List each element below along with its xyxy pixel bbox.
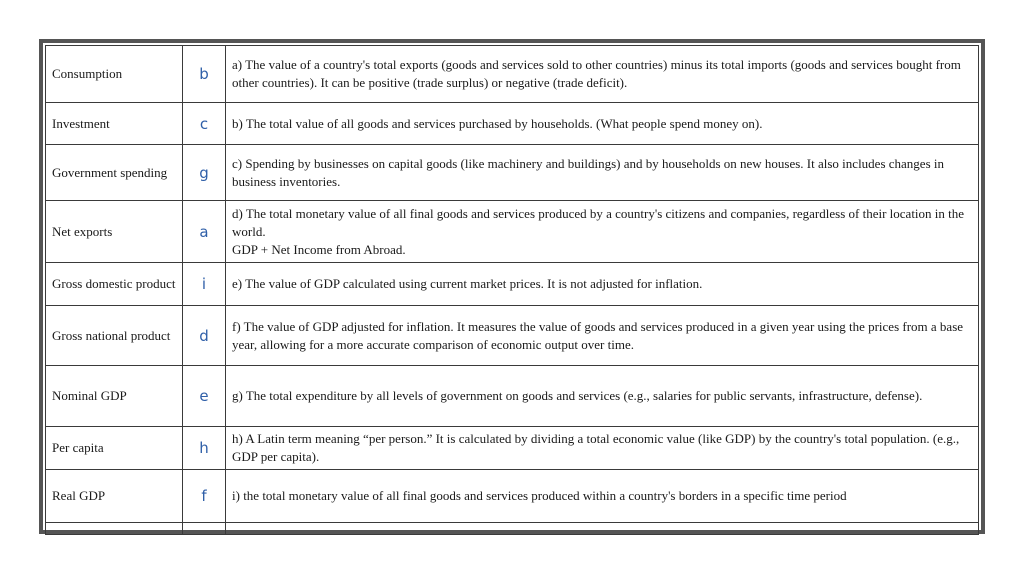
answer-letter: b: [183, 46, 226, 103]
table-row: [46, 103, 979, 145]
table-row: [46, 145, 979, 201]
answer-letter: d: [183, 306, 226, 366]
table-row: [46, 470, 979, 523]
table-row: [46, 366, 979, 427]
definition-cell: c) Spending by businesses on capital goods (like machinery and buildings) and by households on new houses. It also includes changes in business inventories.: [226, 145, 979, 201]
table-row: [46, 201, 979, 263]
answer-letter: f: [183, 470, 226, 523]
empty-cell: [46, 523, 183, 535]
term-cell: Investment: [46, 103, 183, 145]
definition-cell: f) The value of GDP adjusted for inflation. It measures the value of goods and services produced in a given year using the prices from a base year, allowing for a more accurate comparison of economic output over time.: [226, 306, 979, 366]
term-cell: Government spending: [46, 145, 183, 201]
slide-frame: [39, 39, 985, 534]
matching-table: [45, 45, 979, 535]
term-cell: Per capita: [46, 427, 183, 470]
table-row: [46, 46, 979, 103]
definition-cell: [226, 201, 979, 263]
table-row: [46, 427, 979, 470]
term-cell: Gross domestic product: [46, 263, 183, 306]
answer-letter: h: [183, 427, 226, 470]
answer-letter: c: [183, 103, 226, 145]
term-cell: Gross national product: [46, 306, 183, 366]
table-row: [46, 306, 979, 366]
definition-formula: GDP + Net Income from Abroad.: [232, 241, 406, 257]
answer-letter: a: [183, 201, 226, 263]
definition-cell: b) The total value of all goods and services purchased by households. (What people spend money on).: [226, 103, 979, 145]
definition-text: d) The total monetary value of all final goods and services produced by a country's citizens and companies, regardless of their location in the world.: [232, 205, 965, 239]
definition-cell: a) The value of a country's total exports (goods and services sold to other countries) minus its total imports (goods and services bought from other countries). It can be positive (trade surplus) or negative (trade deficit).: [226, 46, 979, 103]
answer-letter: i: [183, 263, 226, 306]
empty-cell: [226, 523, 979, 535]
definition-cell: g) The total expenditure by all levels of government on goods and services (e.g., salaries for public servants, infrastructure, defense).: [226, 366, 979, 427]
answer-letter: g: [183, 145, 226, 201]
term-cell: Net exports: [46, 201, 183, 263]
table-row-empty: [46, 523, 979, 535]
term-cell: Real GDP: [46, 470, 183, 523]
definition-cell: h) A Latin term meaning “per person.” It is calculated by dividing a total economic value (like GDP) by the country's total population. (e.g., GDP per capita).: [226, 427, 979, 470]
definition-cell: e) The value of GDP calculated using current market prices. It is not adjusted for inflation.: [226, 263, 979, 306]
slide-content: [43, 43, 981, 530]
table-row: [46, 263, 979, 306]
definition-cell: i) the total monetary value of all final goods and services produced within a country's borders in a specific time period: [226, 470, 979, 523]
term-cell: Nominal GDP: [46, 366, 183, 427]
answer-letter: e: [183, 366, 226, 427]
empty-cell: [183, 523, 226, 535]
term-cell: Consumption: [46, 46, 183, 103]
